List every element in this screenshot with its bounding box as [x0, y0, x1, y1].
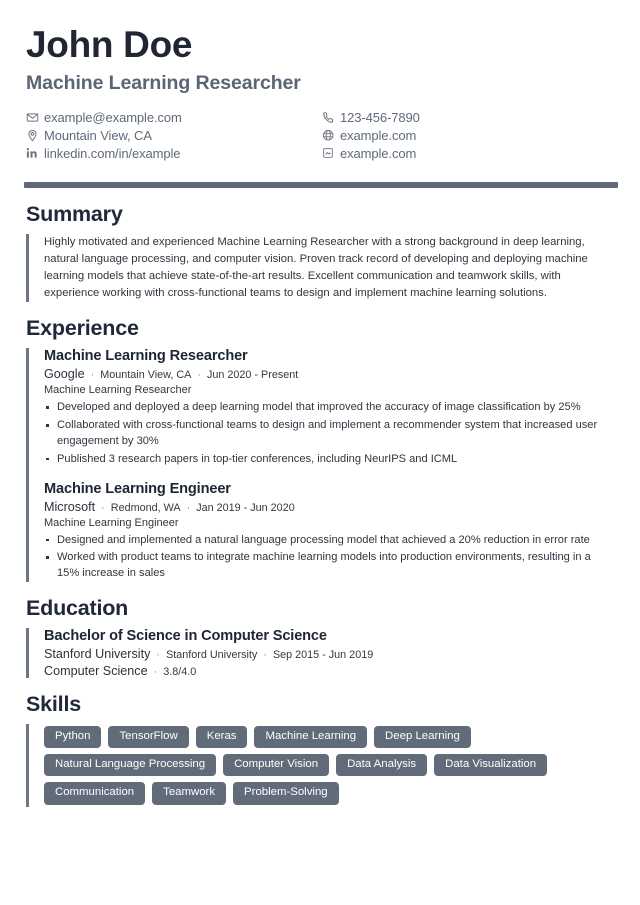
experience-bullet: Collaborated with cross-functional teams to design and implement a recommender system that increased user engagement by 30% [44, 417, 612, 449]
experience-bullet: Worked with product teams to integrate machine learning models into production environments, resulting in a 15% increase in sales [44, 549, 612, 581]
education-institution: Stanford University [44, 646, 151, 661]
experience-company: Microsoft [44, 499, 96, 514]
portfolio-icon [322, 146, 340, 160]
contact-portfolio-text: example.com [340, 145, 417, 161]
experience-bullets [44, 399, 618, 466]
contact-info [26, 109, 618, 162]
candidate-name: John Doe [26, 24, 193, 65]
experience-location: Mountain View, CA [100, 369, 192, 382]
education-field: Computer Science [44, 663, 148, 678]
section-summary [24, 202, 618, 303]
skills-list [44, 724, 618, 807]
skill-chip: Communication [44, 782, 145, 804]
education-block [26, 628, 618, 678]
globe-icon [322, 128, 340, 142]
meta-separator: · [197, 369, 201, 382]
contact-location-text: Mountain View, CA [44, 127, 152, 143]
skill-chip: Teamwork [152, 782, 226, 804]
education-meta-secondary [44, 664, 618, 678]
experience-dates: Jun 2020 - Present [207, 369, 299, 382]
experience-company: Google [44, 367, 85, 382]
section-title-experience: Experience [26, 316, 139, 341]
education-meta [44, 647, 618, 661]
education-gpa: 3.8/4.0 [163, 665, 197, 678]
experience-role: Machine Learning Researcher [44, 348, 248, 365]
skill-chip: Deep Learning [374, 726, 471, 748]
section-experience [24, 316, 618, 581]
contact-phone[interactable] [322, 109, 420, 126]
contact-email-text: example@example.com [44, 109, 182, 125]
experience-location: Redmond, WA [110, 501, 181, 514]
education-dates: Sep 2015 - Jun 2019 [272, 648, 374, 661]
contact-location [26, 127, 322, 144]
summary-text: Highly motivated and experienced Machine Learning Researcher with a strong background in deep learning, natural language processing, and computer vision. Proven track record of developing and deploying machine learning models that achieve state-of-the-art results. Excellent communication and teamwork skills, with experience working with cross-functional teams to design and implement machine learning solutions. [44, 235, 588, 300]
skill-chip: Data Visualization [434, 754, 547, 776]
phone-icon [322, 110, 340, 124]
skill-chip: Computer Vision [223, 754, 329, 776]
meta-separator: · [263, 648, 267, 661]
experience-bullet: Developed and deployed a deep learning model that improved the accuracy of image classification by 25% [44, 399, 612, 415]
contact-website-text: example.com [340, 127, 417, 143]
meta-separator: · [90, 369, 95, 382]
location-pin-icon [26, 128, 44, 142]
meta-separator: · [101, 501, 105, 514]
experience-meta [44, 500, 618, 514]
experience-block [26, 348, 618, 581]
meta-separator: · [153, 665, 158, 678]
skill-chip: Keras [196, 726, 248, 748]
skill-chip: TensorFlow [108, 726, 188, 748]
contact-website[interactable] [322, 127, 420, 144]
experience-bullet: Designed and implemented a natural language processing model that achieved a 20% reduction in error rate [44, 532, 612, 548]
email-icon [26, 110, 44, 124]
education-entry [44, 628, 618, 678]
skill-chip: Machine Learning [254, 726, 367, 748]
skill-chip: Data Analysis [336, 754, 427, 776]
section-title-education: Education [26, 595, 129, 620]
skills-block [26, 724, 618, 807]
experience-entry [44, 348, 618, 466]
contact-column-right [322, 109, 420, 162]
section-education [24, 596, 618, 678]
experience-entry [44, 481, 618, 582]
experience-dates: Jan 2019 - Jun 2020 [196, 501, 295, 514]
education-location: Stanford University [166, 648, 258, 661]
experience-meta [44, 367, 618, 381]
linkedin-icon [26, 146, 44, 160]
skill-chip: Natural Language Processing [44, 754, 216, 776]
meta-separator: · [156, 648, 161, 661]
experience-role: Machine Learning Engineer [44, 480, 231, 497]
resume-header [24, 26, 618, 188]
contact-linkedin[interactable] [26, 145, 322, 162]
experience-subtitle: Machine Learning Researcher [44, 384, 192, 397]
contact-portfolio[interactable] [322, 145, 420, 162]
section-title-skills: Skills [26, 691, 81, 716]
experience-bullets [44, 532, 618, 582]
header-divider [24, 182, 618, 188]
summary-block [26, 234, 618, 303]
skill-chip: Python [44, 726, 101, 748]
contact-phone-text: 123-456-7890 [340, 109, 420, 125]
contact-linkedin-text: linkedin.com/in/example [44, 145, 181, 161]
skill-chip: Problem-Solving [233, 782, 339, 804]
contact-column-left [26, 109, 322, 162]
experience-bullet: Published 3 research papers in top-tier conferences, including NeurIPS and ICML [44, 451, 612, 467]
education-degree: Bachelor of Science in Computer Science [44, 627, 327, 644]
candidate-headline: Machine Learning Researcher [26, 71, 301, 94]
contact-email[interactable] [26, 109, 322, 126]
experience-subtitle: Machine Learning Engineer [44, 516, 179, 529]
section-title-summary: Summary [26, 201, 123, 226]
meta-separator: · [186, 501, 191, 514]
section-skills [24, 692, 618, 807]
